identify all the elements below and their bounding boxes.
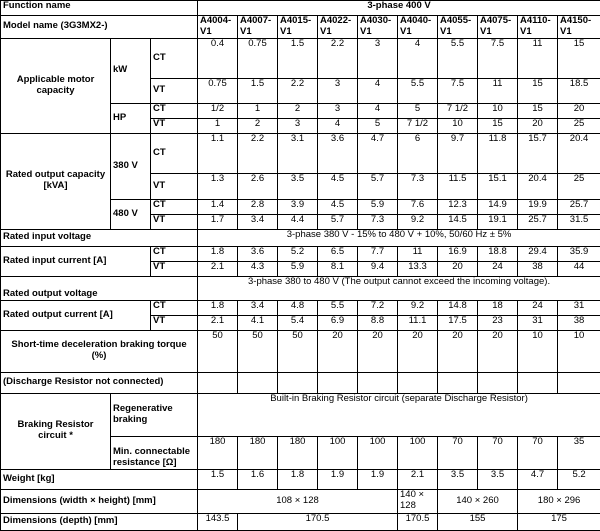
motor-kw-ct-row	[1, 38, 600, 78]
value-cell: 10	[438, 118, 478, 133]
input-voltage-value: 3-phase 380 V - 15% to 480 V + 10%, 50/60 Hz ± 5%	[198, 229, 600, 246]
value-cell: 35.9	[558, 246, 600, 261]
value-cell: 11	[398, 246, 438, 261]
value-cell: 9.7	[438, 133, 478, 173]
value-cell: 20	[438, 330, 478, 372]
value-cell: 16.9	[438, 246, 478, 261]
value-cell: 20	[558, 103, 600, 118]
value-cell: 20	[398, 330, 438, 372]
value-cell: 100	[318, 436, 358, 469]
regenerative-braking-value: Built-in Braking Resistor circuit (separate Discharge Resistor)	[198, 393, 600, 436]
output-capacity-label: Rated output capacity [kVA]	[1, 133, 111, 229]
value-cell: 3.5	[278, 173, 318, 199]
value-cell: 1.8	[198, 300, 238, 315]
model-header: A4015-V1	[278, 16, 318, 39]
regenerative-braking-row	[1, 393, 600, 436]
value-cell: 0.75	[238, 38, 278, 78]
value-cell: 20	[358, 330, 398, 372]
value-cell: 25	[558, 118, 600, 133]
value-cell: 5.2	[278, 246, 318, 261]
value-cell: 2.1	[198, 261, 238, 276]
output-voltage-row	[1, 276, 600, 300]
input-current-label: Rated input current [A]	[1, 246, 151, 276]
value-cell: 180	[238, 436, 278, 469]
vt-label: VT	[151, 315, 198, 330]
value-cell: 15	[558, 38, 600, 78]
value-cell: 15.7	[518, 133, 558, 173]
dimension-depth-value: 175	[518, 513, 600, 530]
value-cell: 1.5	[198, 469, 238, 489]
value-cell: 2	[278, 103, 318, 118]
value-cell: 11	[478, 78, 518, 103]
value-cell: 5.4	[278, 315, 318, 330]
value-cell: 38	[558, 315, 600, 330]
value-cell: 2.1	[398, 469, 438, 489]
motor-capacity-label: Applicable motor capacity	[1, 38, 111, 133]
value-cell: 14.8	[438, 300, 478, 315]
value-cell: 4	[358, 103, 398, 118]
value-cell: 3	[278, 118, 318, 133]
input-voltage-label: Rated input voltage	[1, 229, 198, 246]
model-name-label: Model name (3G3MX2-)	[1, 16, 198, 39]
value-cell: 1.7	[198, 214, 238, 229]
model-header: A4030-V1	[358, 16, 398, 39]
model-header: A4007-V1	[238, 16, 278, 39]
value-cell: 5.9	[278, 261, 318, 276]
dimension-group: 140 × 260	[438, 489, 518, 513]
value-cell: 4.8	[278, 300, 318, 315]
value-cell: 31.5	[558, 214, 600, 229]
value-cell: 20	[318, 330, 358, 372]
output-voltage-label: Rated output voltage	[1, 276, 198, 300]
value-cell: 8.1	[318, 261, 358, 276]
dimension-group: 180 × 296	[518, 489, 600, 513]
output-current-ct-row	[1, 300, 600, 315]
value-cell: 2.1	[198, 315, 238, 330]
value-cell: 35	[558, 436, 600, 469]
input-current-ct-row	[1, 246, 600, 261]
vt-label: VT	[151, 118, 198, 133]
value-cell: 4.3	[238, 261, 278, 276]
dimensions-wh-row	[1, 489, 600, 513]
value-cell: 6.9	[318, 315, 358, 330]
value-cell: 7.3	[398, 173, 438, 199]
value-cell: 25	[558, 173, 600, 199]
model-header: A4040-V1	[398, 16, 438, 39]
value-cell: 4.5	[318, 199, 358, 214]
value-cell: 20.4	[558, 133, 600, 173]
value-cell: 18.8	[478, 246, 518, 261]
value-cell: 14.9	[478, 199, 518, 214]
value-cell: 3	[318, 103, 358, 118]
dimension-group: 108 × 128	[198, 489, 398, 513]
value-cell: 12.3	[438, 199, 478, 214]
value-cell: 0.75	[198, 78, 238, 103]
dimensions-depth-row	[1, 513, 600, 530]
value-cell: 18	[478, 300, 518, 315]
v480-label: 480 V	[111, 199, 151, 229]
value-cell: 20	[438, 261, 478, 276]
value-cell: 2.8	[238, 199, 278, 214]
value-cell: 2.2	[238, 133, 278, 173]
value-cell: 17.5	[438, 315, 478, 330]
value-cell: 4	[318, 118, 358, 133]
discharge-resistor-label: (Discharge Resistor not connected)	[1, 372, 198, 393]
value-cell: 25.7	[518, 214, 558, 229]
value-cell: 4.4	[278, 214, 318, 229]
value-cell: 4	[358, 78, 398, 103]
value-cell: 0.4	[198, 38, 238, 78]
capacity-380-ct-row	[1, 133, 600, 173]
discharge-resistor-row	[1, 372, 600, 393]
model-header: A4110-V1	[518, 16, 558, 39]
ct-label: CT	[151, 246, 198, 261]
value-cell: 25.7	[558, 199, 600, 214]
model-name-row	[1, 16, 600, 39]
value-cell: 1.9	[318, 469, 358, 489]
value-cell: 38	[518, 261, 558, 276]
dimension-depth-value: 170.5	[398, 513, 438, 530]
model-header: A4004-V1	[198, 16, 238, 39]
value-cell: 11.5	[438, 173, 478, 199]
output-voltage-value: 3-phase 380 to 480 V (The output cannot exceed the incoming voltage).	[198, 276, 600, 300]
value-cell: 11.1	[398, 315, 438, 330]
value-cell: 5.2	[558, 469, 600, 489]
vt-label: VT	[151, 78, 198, 103]
value-cell: 4	[398, 38, 438, 78]
dimension-depth-value: 170.5	[238, 513, 398, 530]
value-cell: 3.4	[238, 214, 278, 229]
value-cell: 2.2	[278, 78, 318, 103]
value-cell: 2.6	[238, 173, 278, 199]
value-cell: 15	[478, 118, 518, 133]
value-cell: 2	[238, 118, 278, 133]
value-cell: 31	[518, 315, 558, 330]
braking-circuit-label: Braking Resistor circuit *	[1, 393, 111, 469]
regenerative-braking-label: Regenerative braking	[111, 393, 198, 436]
value-cell: 5.5	[438, 38, 478, 78]
value-cell: 1.8	[198, 246, 238, 261]
value-cell: 3.1	[278, 133, 318, 173]
value-cell: 7.7	[358, 246, 398, 261]
kw-label: kW	[111, 38, 151, 103]
braking-torque-row	[1, 330, 600, 372]
v380-label: 380 V	[111, 133, 151, 199]
ct-label: CT	[151, 199, 198, 214]
model-header: A4055-V1	[438, 16, 478, 39]
value-cell: 4.7	[518, 469, 558, 489]
value-cell: 7 1/2	[398, 118, 438, 133]
value-cell: 5	[398, 103, 438, 118]
value-cell: 5.7	[318, 214, 358, 229]
value-cell: 180	[198, 436, 238, 469]
value-cell: 50	[278, 330, 318, 372]
value-cell: 44	[558, 261, 600, 276]
value-cell: 3.5	[478, 469, 518, 489]
value-cell: 13.3	[398, 261, 438, 276]
value-cell: 1.3	[198, 173, 238, 199]
value-cell: 50	[238, 330, 278, 372]
value-cell: 3.6	[238, 246, 278, 261]
dimension-depth-value: 143.5	[198, 513, 238, 530]
weight-label: Weight [kg]	[1, 469, 198, 489]
output-current-label: Rated output current [A]	[1, 300, 151, 330]
dimension-depth-value: 155	[438, 513, 518, 530]
value-cell: 7.5	[438, 78, 478, 103]
value-cell: 10	[558, 330, 600, 372]
dimensions-depth-label: Dimensions (depth) [mm]	[1, 513, 198, 530]
value-cell: 4.5	[318, 173, 358, 199]
value-cell: 24	[518, 300, 558, 315]
ct-label: CT	[151, 133, 198, 173]
value-cell: 1.6	[238, 469, 278, 489]
function-name-row	[1, 1, 600, 16]
value-cell: 29.4	[518, 246, 558, 261]
model-header: A4022-V1	[318, 16, 358, 39]
value-cell: 1	[238, 103, 278, 118]
function-name-label: Function name	[1, 1, 198, 16]
value-cell: 15	[518, 78, 558, 103]
value-cell: 9.4	[358, 261, 398, 276]
value-cell: 20	[518, 118, 558, 133]
value-cell: 3.4	[238, 300, 278, 315]
phase-label: 3-phase 400 V	[198, 1, 600, 16]
vt-label: VT	[151, 214, 198, 229]
value-cell: 15	[518, 103, 558, 118]
value-cell: 3	[318, 78, 358, 103]
value-cell: 11.8	[478, 133, 518, 173]
value-cell: 3.5	[438, 469, 478, 489]
value-cell: 7.2	[358, 300, 398, 315]
value-cell: 10	[478, 103, 518, 118]
braking-torque-label: Short-time deceleration braking torque (%)	[1, 330, 198, 372]
min-resistance-label: Min. connectable resistance [Ω]	[111, 436, 198, 469]
vt-label: VT	[151, 261, 198, 276]
value-cell: 3.6	[318, 133, 358, 173]
value-cell: 19.1	[478, 214, 518, 229]
value-cell: 11	[518, 38, 558, 78]
ct-label: CT	[151, 300, 198, 315]
input-voltage-row	[1, 229, 600, 246]
dimensions-wh-label: Dimensions (width × height) [mm]	[1, 489, 198, 513]
value-cell: 70	[438, 436, 478, 469]
value-cell: 1/2	[198, 103, 238, 118]
ct-label: CT	[151, 103, 198, 118]
value-cell: 9.2	[398, 214, 438, 229]
value-cell: 5.9	[358, 199, 398, 214]
value-cell: 1.4	[198, 199, 238, 214]
value-cell: 10	[518, 330, 558, 372]
value-cell: 5.7	[358, 173, 398, 199]
value-cell: 100	[358, 436, 398, 469]
model-header: A4075-V1	[478, 16, 518, 39]
value-cell: 5.5	[398, 78, 438, 103]
value-cell: 1.1	[198, 133, 238, 173]
value-cell: 18.5	[558, 78, 600, 103]
value-cell: 70	[518, 436, 558, 469]
value-cell: 1	[198, 118, 238, 133]
value-cell: 6	[398, 133, 438, 173]
value-cell: 3	[358, 38, 398, 78]
value-cell: 7 1/2	[438, 103, 478, 118]
value-cell: 19.9	[518, 199, 558, 214]
value-cell: 20	[478, 330, 518, 372]
value-cell: 6.5	[318, 246, 358, 261]
value-cell: 100	[398, 436, 438, 469]
dimension-group: 140 × 128	[398, 489, 438, 513]
hp-label: HP	[111, 103, 151, 133]
value-cell: 5.5	[318, 300, 358, 315]
value-cell: 3.9	[278, 199, 318, 214]
value-cell: 4.1	[238, 315, 278, 330]
value-cell: 5	[358, 118, 398, 133]
value-cell: 20.4	[518, 173, 558, 199]
value-cell: 4.7	[358, 133, 398, 173]
value-cell: 15.1	[478, 173, 518, 199]
value-cell: 7.5	[478, 38, 518, 78]
value-cell: 7.3	[358, 214, 398, 229]
value-cell: 31	[558, 300, 600, 315]
value-cell: 1.8	[278, 469, 318, 489]
value-cell: 1.5	[278, 38, 318, 78]
value-cell: 1.5	[238, 78, 278, 103]
value-cell: 7.6	[398, 199, 438, 214]
ct-label: CT	[151, 38, 198, 78]
value-cell: 180	[278, 436, 318, 469]
weight-row	[1, 469, 600, 489]
value-cell: 14.5	[438, 214, 478, 229]
model-header: A4150-V1	[558, 16, 600, 39]
value-cell: 9.2	[398, 300, 438, 315]
value-cell: 70	[478, 436, 518, 469]
value-cell: 1.9	[358, 469, 398, 489]
value-cell: 50	[198, 330, 238, 372]
value-cell: 24	[478, 261, 518, 276]
value-cell: 8.8	[358, 315, 398, 330]
value-cell: 23	[478, 315, 518, 330]
vt-label: VT	[151, 173, 198, 199]
value-cell: 2.2	[318, 38, 358, 78]
